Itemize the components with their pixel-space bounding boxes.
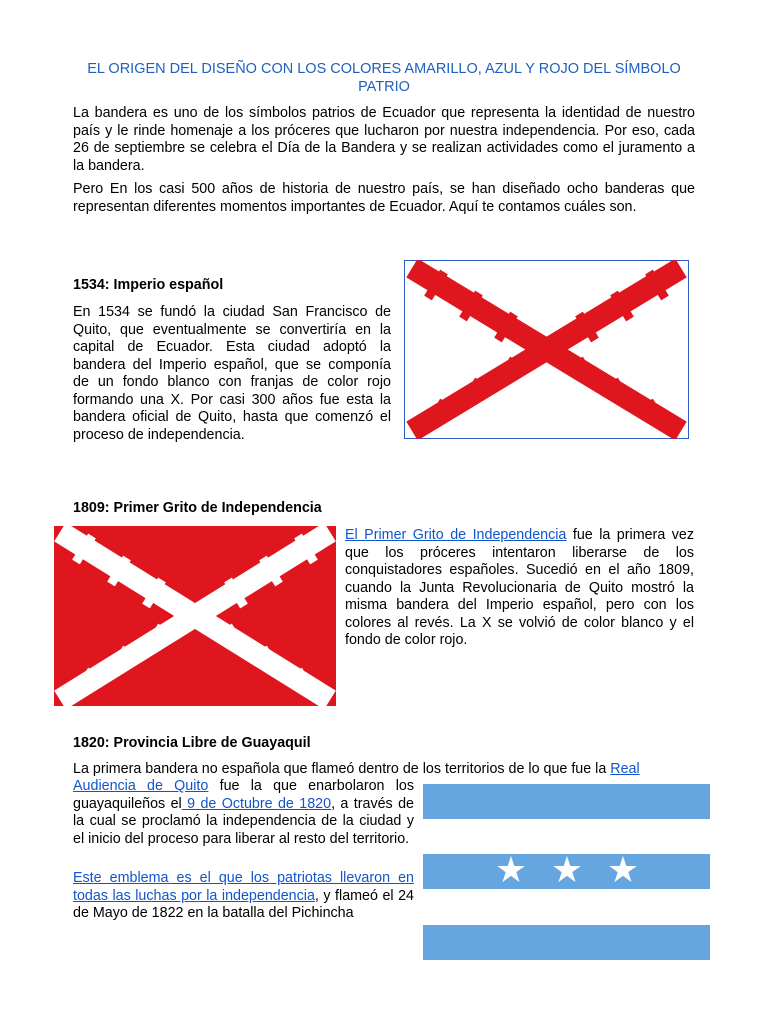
page-title: EL ORIGEN DEL DISEÑO CON LOS COLORES AMARILLO, AZUL Y ROJO DEL SÍMBOLO PATRIO	[87, 61, 681, 95]
link-audiencia-de-quito[interactable]: Audiencia de Quito	[73, 778, 209, 794]
text-1809	[345, 527, 694, 650]
heading-1820: 1820: Provincia Libre de Guayaquil	[73, 735, 311, 751]
text-1820-line1-body: La primera bandera no española que flameó dentro de los territorios de lo que fue la	[73, 761, 611, 777]
text-1809-body: fue la primera vez que los próceres intentaron liberarse de los conquistadores españoles. Sucedió en el año 1809, cuando la Junta Revolucionaria de Quito mostró la misma bandera del Imperio español, pero con los colores al revés. La X se volvió de color blanco y el fondo de color rojo.	[345, 527, 694, 648]
heading-1534: 1534: Imperio español	[73, 277, 224, 293]
text-1820-p2-body: , y flameó el 24 de Mayo de 1822 en la batalla del Pichincha	[73, 887, 415, 921]
text-1820-p1-body-a: fue la que enarbolaron los guayaquileños el	[73, 778, 414, 812]
link-emblema-luchas[interactable]: Este emblema es el que los patriotas llevaron en todas las luchas por la independencia	[73, 870, 414, 904]
text-1820-p2	[73, 870, 414, 923]
flag-primer-grito	[54, 526, 336, 706]
text-1820-p1	[73, 778, 414, 848]
text-1534: En 1534 se fundó la ciudad San Francisco de Quito, que eventualmente se convertiría en la capital de Ecuador. Esta ciudad adoptó la bandera del Imperio español, que se componía de un fondo blanco con franjas de color rojo formando una X. Por casi 300 años fue esta la bandera oficial de Quito, hasta que comenzó el proceso de independencia.	[73, 304, 391, 443]
heading-1809: 1809: Primer Grito de Independencia	[73, 500, 322, 516]
link-real[interactable]: Real	[610, 761, 640, 777]
text-1820-line1	[73, 761, 695, 779]
link-9-octubre-1820[interactable]: 9 de Octubre de 1820	[181, 795, 332, 812]
flag-guayaquil	[423, 784, 710, 960]
text-1820-p1-body-b: , a través de la cual se proclamó la independencia de la ciudad y el inicio del proceso para liberar al resto del territorio.	[73, 795, 414, 847]
flag-imperio-espanol	[404, 260, 689, 439]
intro-paragraph-1: La bandera es uno de los símbolos patrios de Ecuador que representa la identidad de nuestro país y le rinde homenaje a los próceres que lucharon por nuestra independencia. Por eso, cada 26 de septiembre se celebra el Día de la Bandera y se realizan actividades como el juramento a la bandera.	[73, 105, 695, 174]
intro-paragraph-2: Pero En los casi 500 años de historia de nuestro país, se han diseñado ocho banderas que representan diferentes momentos importantes de Ecuador. Aquí te contamos cuáles son.	[73, 181, 695, 215]
link-primer-grito[interactable]: El Primer Grito de Independencia	[345, 527, 567, 543]
